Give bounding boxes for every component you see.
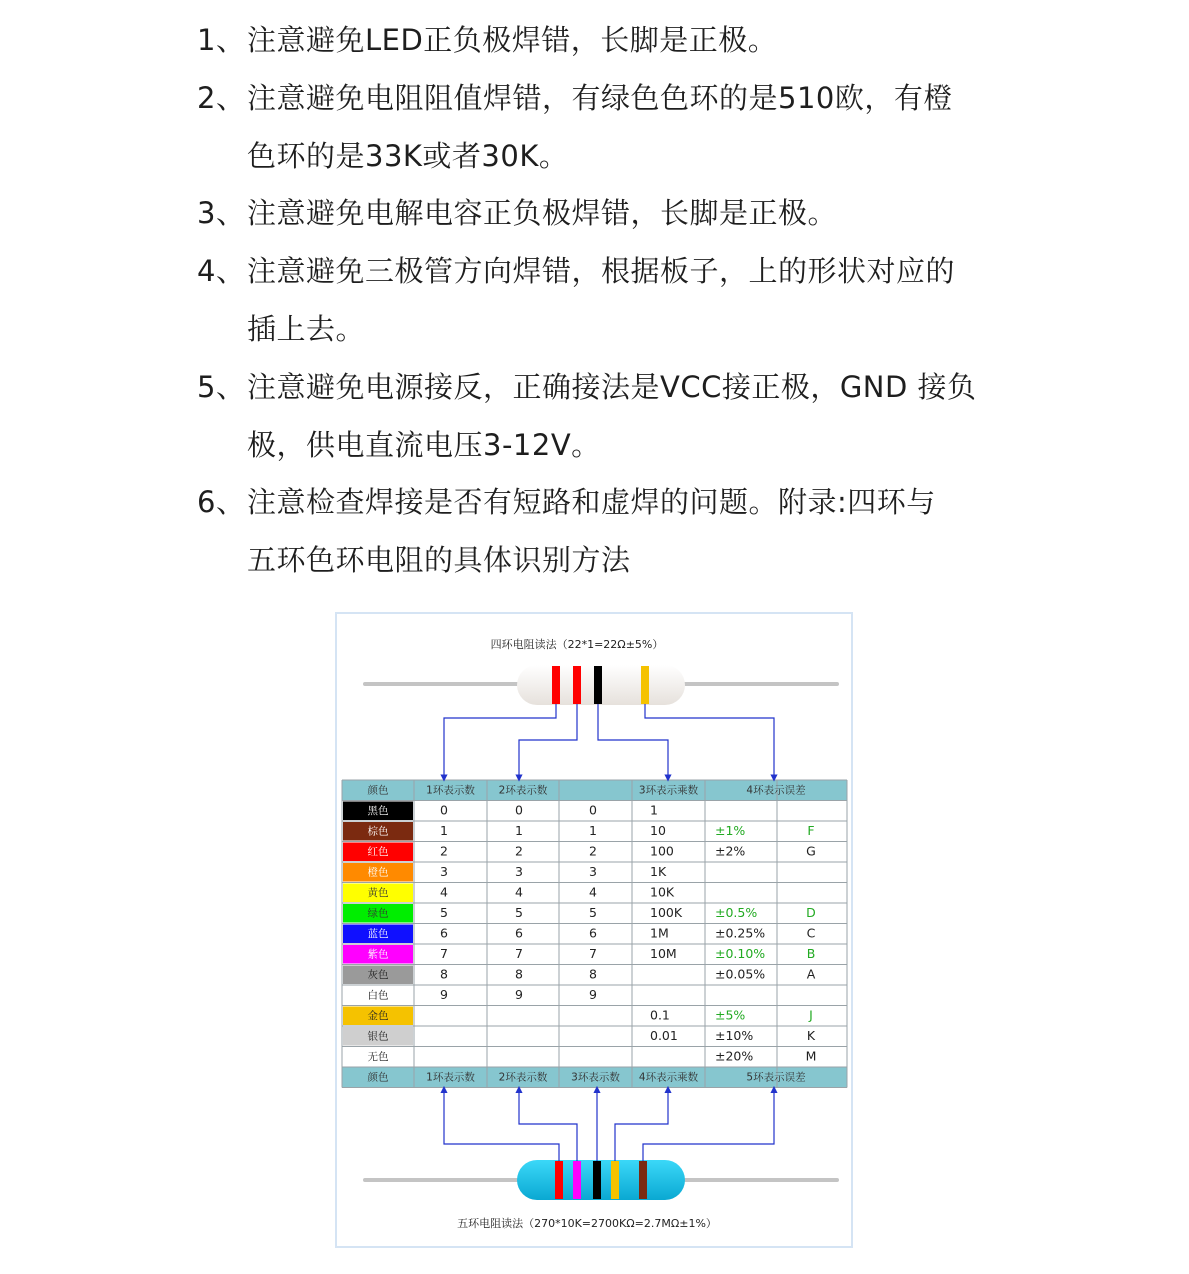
color-name-cell: 红色: [367, 845, 389, 858]
bottom-band-arrow: [444, 1090, 559, 1162]
bottom-resistor-band: [573, 1161, 581, 1199]
tolerance-code-cell: B: [806, 945, 816, 961]
digit-3-cell: 3: [589, 863, 597, 879]
tolerance-cell: ±0.5%: [715, 904, 758, 920]
digit-2-cell: 1: [515, 822, 523, 838]
digit-3-cell: 1: [589, 822, 597, 838]
digit-1-cell: 2: [440, 843, 448, 859]
table-header-cell: 1环表示数: [426, 1071, 475, 1084]
tolerance-code-cell: J: [809, 1007, 813, 1023]
color-name-cell: 绿色: [367, 907, 389, 920]
digit-1-cell: 0: [440, 802, 448, 818]
table-header-cell: 3环表示乘数: [638, 784, 699, 797]
table-header-cell: 3环表示数: [571, 1071, 620, 1084]
bottom-band-arrow: [643, 1090, 774, 1162]
multiplier-cell: 100: [650, 843, 674, 859]
digit-3-cell: 2: [589, 843, 597, 859]
color-name-cell: 黄色: [367, 886, 389, 899]
digit-1-cell: 3: [440, 863, 448, 879]
note-number: 2、: [197, 80, 246, 115]
tolerance-cell: ±2%: [715, 843, 746, 859]
note-text: 注意避免三极管方向焊错，根据板子，上的形状对应的: [247, 254, 956, 289]
digit-3-cell: 5: [589, 904, 597, 920]
color-name-cell: 灰色: [367, 968, 389, 981]
digit-1-cell: 6: [440, 925, 448, 941]
multiplier-cell: 1: [650, 802, 658, 818]
tolerance-code-cell: C: [806, 925, 816, 941]
digit-1-cell: 5: [440, 904, 448, 920]
digit-2-cell: 6: [515, 925, 523, 941]
tolerance-code-cell: D: [806, 904, 816, 920]
multiplier-cell: 10M: [650, 945, 677, 961]
digit-3-cell: 4: [589, 884, 597, 900]
bottom-resistor-band: [555, 1161, 563, 1199]
note-number: 5、: [197, 369, 246, 404]
tolerance-code-cell: M: [805, 1048, 817, 1064]
tolerance-cell: ±5%: [715, 1007, 746, 1023]
table-header-cell: 2环表示数: [498, 784, 548, 797]
multiplier-cell: 100K: [650, 904, 683, 920]
bottom-resistor-band: [593, 1161, 601, 1199]
note-text: 极，供电直流电压3-12V。: [247, 427, 601, 462]
note-text: 插上去。: [247, 312, 366, 346]
note-number: 3、: [197, 196, 246, 231]
note-number: 4、: [197, 254, 246, 289]
multiplier-cell: 0.01: [650, 1027, 678, 1043]
note-number: 1、: [197, 23, 246, 57]
color-name-cell: 银色: [367, 1030, 389, 1043]
top-resistor-band: [594, 666, 602, 704]
multiplier-cell: 10: [650, 822, 666, 838]
tolerance-cell: ±0.05%: [715, 966, 766, 982]
tolerance-code-cell: A: [806, 966, 816, 982]
digit-1-cell: 7: [440, 945, 448, 961]
color-name-cell: 棕色: [367, 825, 389, 838]
note-text: 注意避免电阻阻值焊错，有绿色色环的是510欧，有橙: [247, 80, 953, 115]
bottom-resistor-title: 五环电阻读法（270*10K=2700KΩ=2.7MΩ±1%）: [457, 1217, 717, 1230]
bottom-resistor-band: [639, 1161, 647, 1199]
bottom-resistor-band: [611, 1161, 619, 1199]
tolerance-code-cell: F: [807, 822, 815, 838]
note-text: 色环的是33K或者30K。: [247, 138, 569, 173]
table-header-cell: 5环表示误差: [746, 1071, 806, 1084]
tolerance-code-cell: G: [806, 843, 816, 859]
top-band-arrow: [645, 704, 774, 778]
note-number: 6、: [197, 485, 246, 520]
digit-3-cell: 0: [589, 802, 597, 818]
color-name-cell: 金色: [367, 1009, 389, 1022]
tolerance-cell: ±0.25%: [715, 925, 766, 941]
digit-2-cell: 8: [515, 966, 523, 982]
digit-2-cell: 3: [515, 863, 523, 879]
note-text: 注意检查焊接是否有短路和虚焊的问题。附录:四环与: [247, 485, 936, 520]
color-name-cell: 黑色: [367, 804, 389, 817]
table-header-cell: 4环表示乘数: [638, 1071, 699, 1084]
color-name-cell: 橙色: [367, 866, 389, 879]
color-name-cell: 无色: [367, 1050, 389, 1063]
table-header-cell: 4环表示误差: [746, 784, 806, 797]
resistor-color-code-figure: [335, 612, 853, 1248]
tolerance-cell: ±1%: [715, 822, 746, 838]
digit-3-cell: 9: [589, 986, 597, 1002]
top-resistor-band: [573, 666, 581, 704]
multiplier-cell: 0.1: [650, 1007, 670, 1023]
digit-1-cell: 9: [440, 986, 448, 1002]
top-resistor-title: 四环电阻读法（22*1=22Ω±5%）: [490, 638, 664, 651]
top-resistor-band: [641, 666, 649, 704]
digit-1-cell: 8: [440, 966, 448, 982]
tolerance-cell: ±10%: [715, 1027, 754, 1043]
bottom-band-arrow: [615, 1090, 668, 1162]
digit-3-cell: 6: [589, 925, 597, 941]
multiplier-cell: 1M: [650, 925, 669, 941]
tolerance-cell: ±0.10%: [715, 945, 766, 961]
digit-2-cell: 2: [515, 843, 523, 859]
tolerance-code-cell: K: [806, 1027, 816, 1043]
digit-2-cell: 4: [515, 884, 523, 900]
note-text: 注意避免电源接反，正确接法是VCC接正极，GND 接负: [247, 369, 977, 404]
top-band-arrow: [444, 704, 556, 778]
digit-2-cell: 9: [515, 986, 523, 1002]
digit-3-cell: 7: [589, 945, 597, 961]
bottom-band-arrow: [519, 1090, 577, 1162]
digit-1-cell: 4: [440, 884, 448, 900]
note-text: 五环色环电阻的具体识别方法: [247, 543, 631, 578]
top-resistor-band: [552, 666, 560, 704]
digit-2-cell: 7: [515, 945, 523, 961]
color-name-cell: 白色: [367, 989, 389, 1002]
multiplier-cell: 1K: [650, 863, 667, 879]
table-header-cell: 颜色: [367, 784, 389, 797]
table-header-cell: 颜色: [367, 1071, 389, 1084]
note-text: 注意避免LED正负极焊错，长脚是正极。: [247, 23, 778, 57]
digit-3-cell: 8: [589, 966, 597, 982]
note-text: 注意避免电解电容正负极焊错，长脚是正极。: [247, 196, 838, 231]
digit-2-cell: 0: [515, 802, 523, 818]
color-name-cell: 蓝色: [367, 927, 389, 940]
tolerance-cell: ±20%: [715, 1048, 754, 1064]
top-band-arrow: [598, 704, 668, 778]
top-band-arrow: [519, 704, 577, 778]
digit-1-cell: 1: [440, 822, 448, 838]
multiplier-cell: 10K: [650, 884, 675, 900]
resistor-figure-svg: [337, 614, 851, 1246]
digit-2-cell: 5: [515, 904, 523, 920]
table-header-cell: 1环表示数: [426, 784, 475, 797]
color-name-cell: 紫色: [367, 948, 389, 961]
table-header-cell: 2环表示数: [498, 1071, 548, 1084]
